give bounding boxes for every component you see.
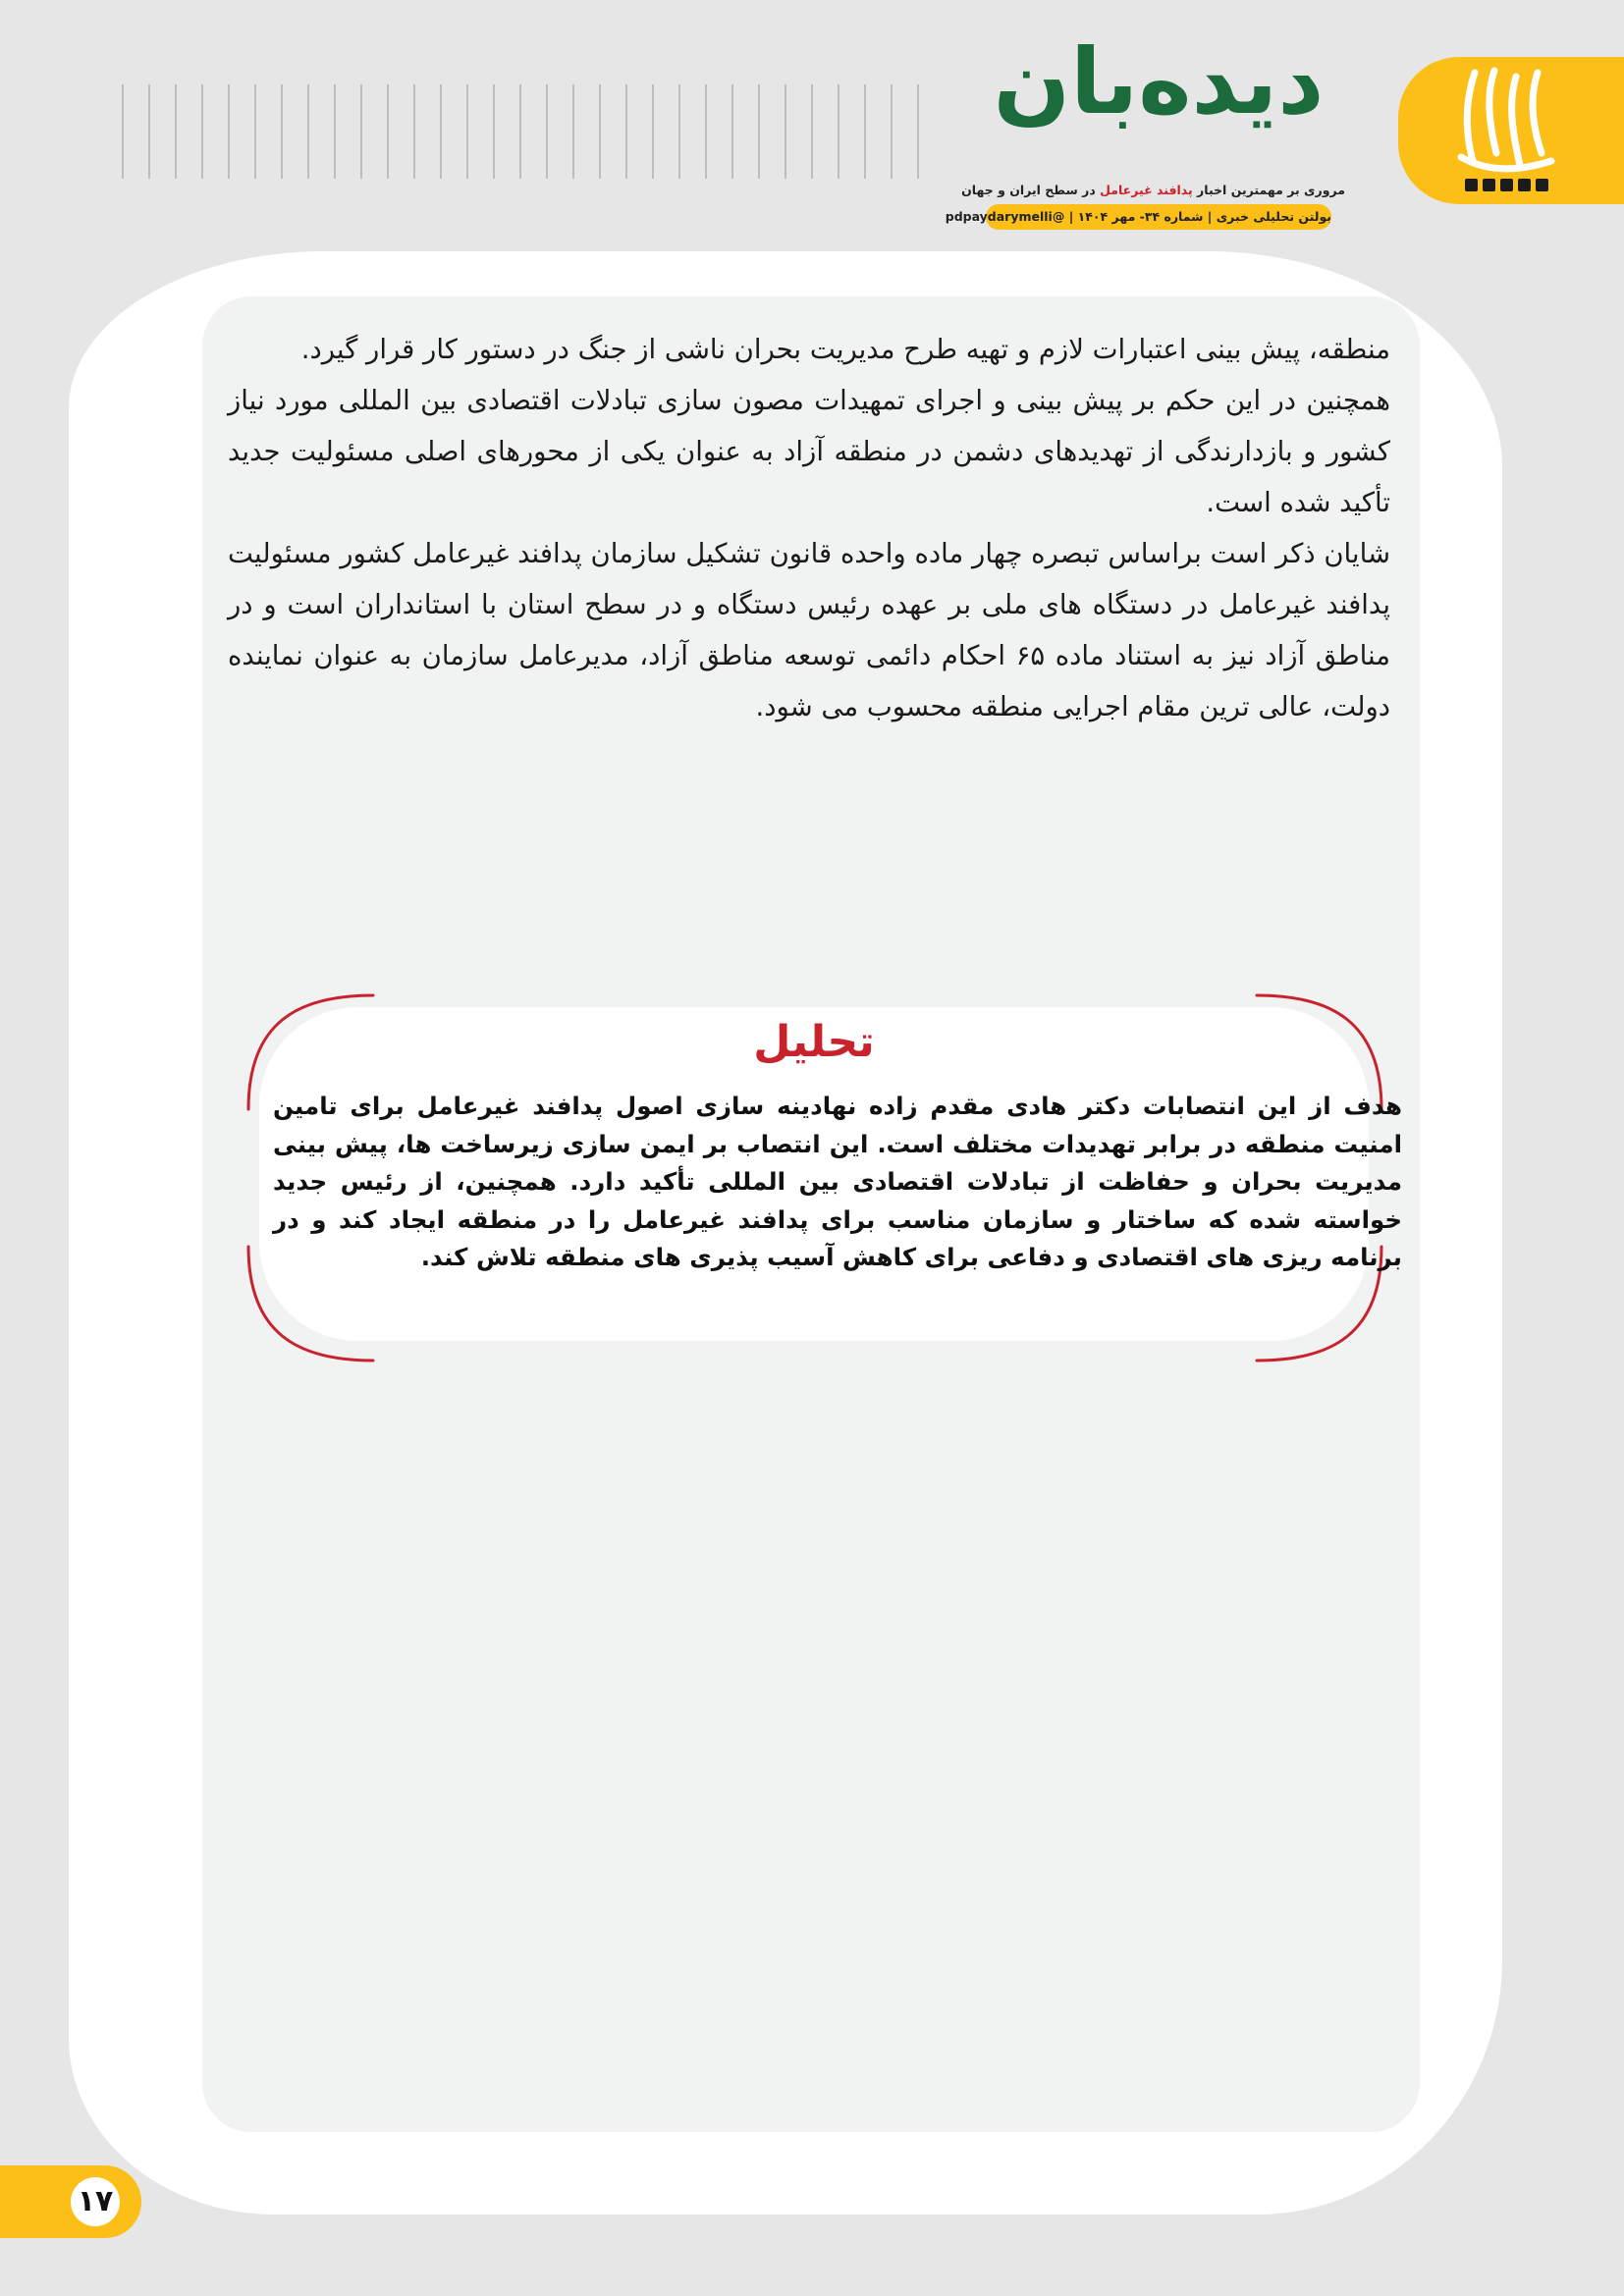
article-paragraph: همچنین در این حکم بر پیش بینی و اجرای تمهیدات مصون سازی تبادلات اقتصادی بین المللی مورد نیاز کشور و بازدارندگی از تهدیدهای دشمن در منطقه آزاد به عنوان یکی از محورهای اصلی مسئولیت جدید تأکید شده است. [228, 385, 1390, 518]
separator: | [1068, 209, 1074, 224]
tagline-highlight: پدافند غیرعامل [1100, 183, 1193, 197]
masthead-title: دیده‌بان [993, 29, 1325, 134]
tagline-prefix: مروری بر مهمترین اخبار [1192, 183, 1345, 197]
tagline-suffix: در سطح ایران و جهان [961, 183, 1101, 197]
masthead [945, 24, 1345, 224]
bulletin-label: بولتن تحلیلی خبری [1216, 209, 1331, 224]
social-handle[interactable]: @pdpaydarymelli [945, 209, 1065, 224]
analysis-text: هدف از این انتصابات دکتر هادی مقدم زاده نهادینه سازی اصول پدافند غیرعامل برای تامین امنیت منطقه در برابر تهدیدات مختلف است. این انتصاب بر ایمن سازی زیرساخت ها، پیش بینی مدیریت بحران و حفاظت از تبادلات اقتصادی بین المللی تأکید دارد. همچنین، از رئیس جدید خواسته شده که ساختار و سازمان مناسب برای پدافند غیرعامل را در منطقه ایجاد کند و در برنامه ریزی های اقتصادی و دفاعی برای کاهش آسیب پذیری های منطقه تلاش کند. [273, 1092, 1402, 1271]
brand-logo-badge [1398, 57, 1624, 204]
masthead-tagline [961, 183, 1345, 197]
page-number: ۱۷ [71, 2177, 120, 2226]
article-paragraph: منطقه، پیش بینی اعتبارات لازم و تهیه طرح مدیریت بحران ناشی از جنگ در دستور کار قرار گیرد. [300, 334, 1390, 365]
analysis-title: تحلیل [753, 1017, 875, 1067]
article-paragraph: شایان ذکر است براساس تبصره چهار ماده واحده قانون تشکیل سازمان پدافند غیرعامل کشور مسئولیت پدافند غیرعامل در دستگاه های ملی بر عهده رئیس دستگاه و در سطح استان با استانداران است و در مناطق آزاد نیز به استناد ماده ۶۵ احکام دائمی توسعه مناطق آزاد، مدیرعامل سازمان به عنوان نماینده دولت، عالی ترین مقام اجرایی منطقه محسوب می شود. [228, 538, 1390, 722]
calligraphy-logo-icon [1435, 63, 1583, 210]
bulletin-info-strip [945, 204, 1331, 230]
separator: | [1207, 209, 1213, 224]
header-decorative-stripes [122, 84, 933, 179]
issue-label: شماره ۳۴- مهر ۱۴۰۴ [1077, 209, 1204, 224]
article-body [228, 324, 1390, 732]
